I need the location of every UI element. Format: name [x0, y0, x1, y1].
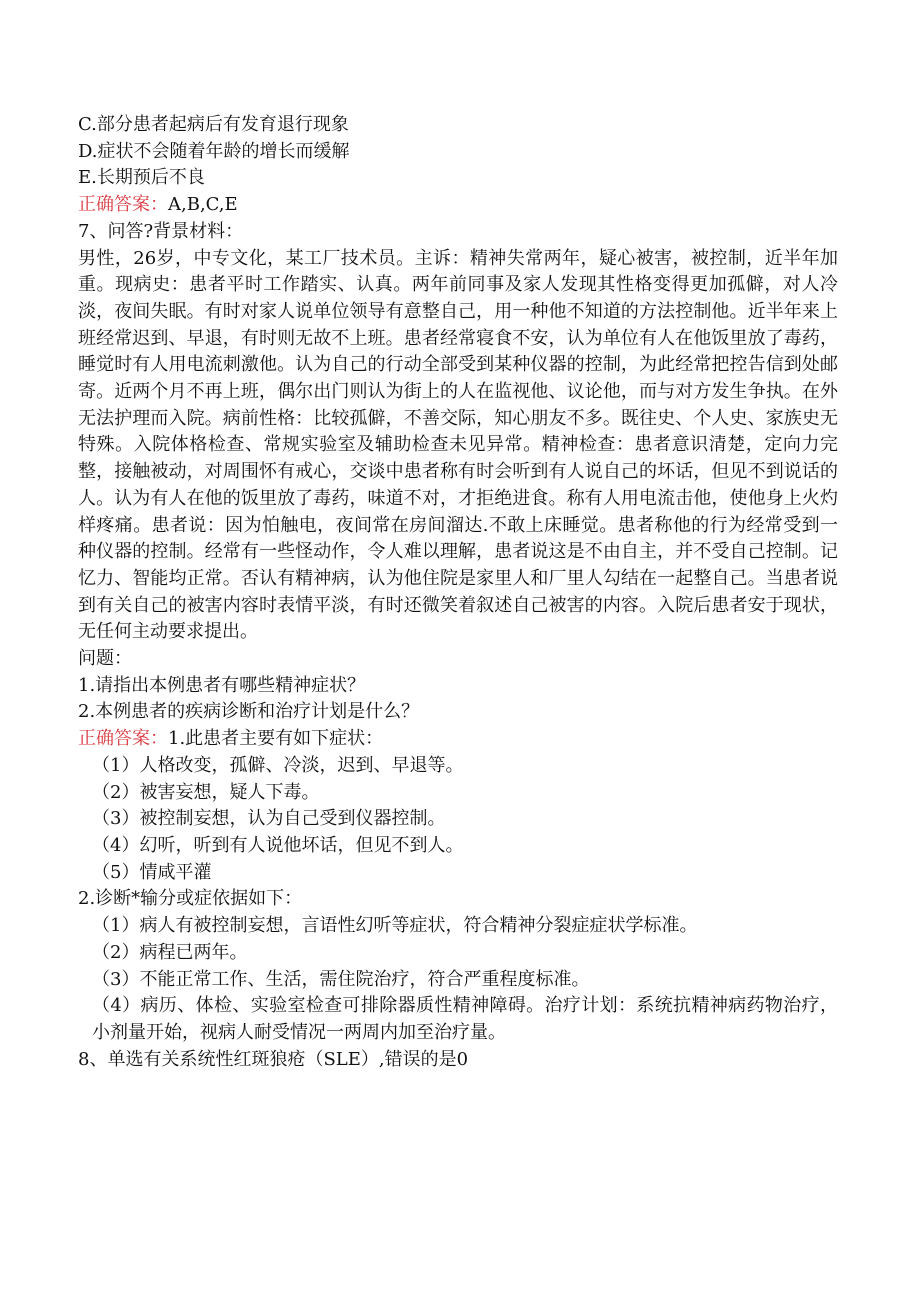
diagnosis-title: 2.诊断*输分或症依据如下：	[78, 888, 303, 910]
q7-title: 7、问答?背景材料：	[78, 220, 244, 242]
q7-answer-line	[78, 726, 838, 753]
q7-background: 男性，26岁，中专文化，某工厂技术员。主诉：精神失常两年，疑心被害，被控制，近半年加重。现病史：患者平时工作踏实、认真。两年前同事及家人发现其性格变得更加孤僻，对人冷淡，夜间失眠。有时对家人说单位领导有意整自己，用一种他不知道的方法控制他。近半年来上班经常迟到、早退，有时则无故不上班。患者经常寝食不安，认为单位有人在他饭里放了毒药，睡觉时有人用电流刺激他。认为自己的行动全部受到某种仪器的控制，为此经常把控告信到处邮寄。近两个月不再上班，偶尔出门则认为街上的人在监视他、议论他，而与对方发生争执。在外无法护理而入院。病前性格：比较孤僻，不善交际，知心朋友不多。既往史、个人史、家族史无特殊。入院体格检查、常规实验室及辅助检查未见异常。精神检查：患者意识清楚，定向力完整，接触被动，对周围怀有戒心，交谈中患者称有时会听到有人说自己的坏话，但见不到说话的人。认为有人在他的饭里放了毒药，味道不对，才拒绝进食。称有人用电流击他，使他身上火灼样疼痛。患者说：因为怕触电，夜间常在房间溜达.不敢上床睡觉。患者称他的行为经常受到一种仪器的控制。经常有一些怪动作，令人难以理解，患者说这是不由自主，并不受自己控制。记忆力、智能均正常。否认有精神病，认为他住院是家里人和厂里人勾结在一起整自己。当患者说到有关自己的被害内容时表情平淡，有时还微笑着叙述自己被害的内容。入院后患者安于现状，无任何主动要求提出。	[78, 247, 838, 643]
q7-question-1: 1.请指出本例患者有哪些精神症状？	[78, 674, 366, 696]
symptom-item: （5）情咸平灌	[92, 861, 212, 883]
diagnosis-item: （3）不能正常工作、生活，需住院治疗，符合严重程度标准。	[92, 968, 590, 990]
answer-label: 正确答案：	[78, 728, 168, 750]
symptom-item: （4）幻听，听到有人说他坏话，但见不到人。	[92, 834, 464, 856]
q6-answer-line	[78, 192, 838, 219]
diagnosis-item: （2）病程已两年。	[92, 941, 248, 963]
option-c: C.部分患者起病后有发育退行现象	[78, 114, 349, 135]
symptom-item: （1）人格改变，孤僻、冷淡，迟到、早退等。	[92, 754, 464, 776]
symptom-item: （2）被害妄想，疑人下毒。	[92, 781, 320, 803]
answer-label: 正确答案：	[78, 194, 168, 216]
q8-title: 8、单选有关系统性红斑狼疮（SLE）,错误的是0	[78, 1048, 469, 1070]
q7-question-2: 2.本例患者的疾病诊断和治疗计划是什么？	[78, 701, 420, 723]
diagnosis-item: （1）病人有被控制妄想，言语性幻听等症状，符合精神分裂症症状学标准。	[92, 915, 698, 937]
option-e: E.长期预后不良	[78, 167, 205, 189]
document-page	[78, 112, 838, 1073]
q7-questions-label: 问题：	[78, 648, 132, 670]
diagnosis-item: （4）病历、体检、实验室检查可排除器质性精神障碍。治疗计划：系统抗精神病药物治疗，小剂量开始，视病人耐受情况一两周内加至治疗量。	[92, 995, 838, 1043]
q6-answer-value: A,B,C,E	[168, 194, 238, 216]
symptom-item: （3）被控制妄想，认为自己受到仪器控制。	[92, 808, 446, 830]
option-d: D.症状不会随着年龄的增长而缓解	[78, 140, 350, 162]
q7-answer-intro: 1.此患者主要有如下症状：	[168, 728, 384, 750]
